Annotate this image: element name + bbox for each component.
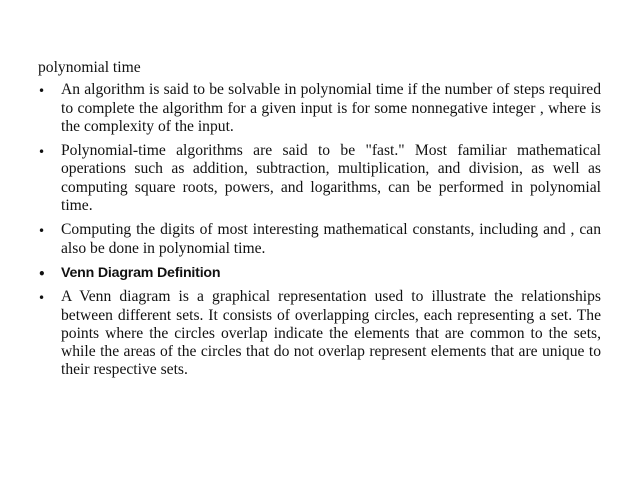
bullet-item-mathematical-constants	[38, 221, 601, 258]
slide-content	[38, 59, 601, 386]
bullet-text: A Venn diagram is a graphical representation used to illustrate the relationships between different sets. It consists of overlapping circles, each representing a set. The points where the circles overlap indicate the elements that are common to the sets, while the areas of the circles that do not overlap represent elements that are unique to their respective sets.	[61, 288, 601, 379]
bullet-item-venn-heading	[38, 264, 601, 282]
bullet-list	[38, 81, 601, 379]
bullet-text: Polynomial-time algorithms are said to be "fast." Most familiar mathematical operations such as addition, subtraction, multiplication, and division, as well as computing square roots, powers, and logarithms, can be performed in polynomial time.	[61, 142, 601, 215]
bullet-item-fast-algorithms	[38, 142, 601, 215]
bullet-item-venn-definition	[38, 288, 601, 379]
bullet-item-polynomial-definition	[38, 81, 601, 136]
bullet-icon: •	[38, 84, 46, 99]
bullet-icon: •	[38, 224, 46, 239]
bullet-icon: •	[38, 291, 46, 306]
bullet-icon: •	[38, 266, 46, 281]
bullet-icon: •	[38, 145, 46, 160]
bullet-text: Computing the digits of most interesting mathematical constants, including and , can also be done in polynomial time.	[61, 221, 601, 257]
bullet-text: An algorithm is said to be solvable in polynomial time if the number of steps required to complete the algorithm for a given input is for some nonnegative integer , where is the complexity of the input.	[61, 81, 601, 135]
bullet-text: Venn Diagram Definition	[61, 264, 221, 281]
slide-heading: polynomial time	[38, 59, 141, 76]
